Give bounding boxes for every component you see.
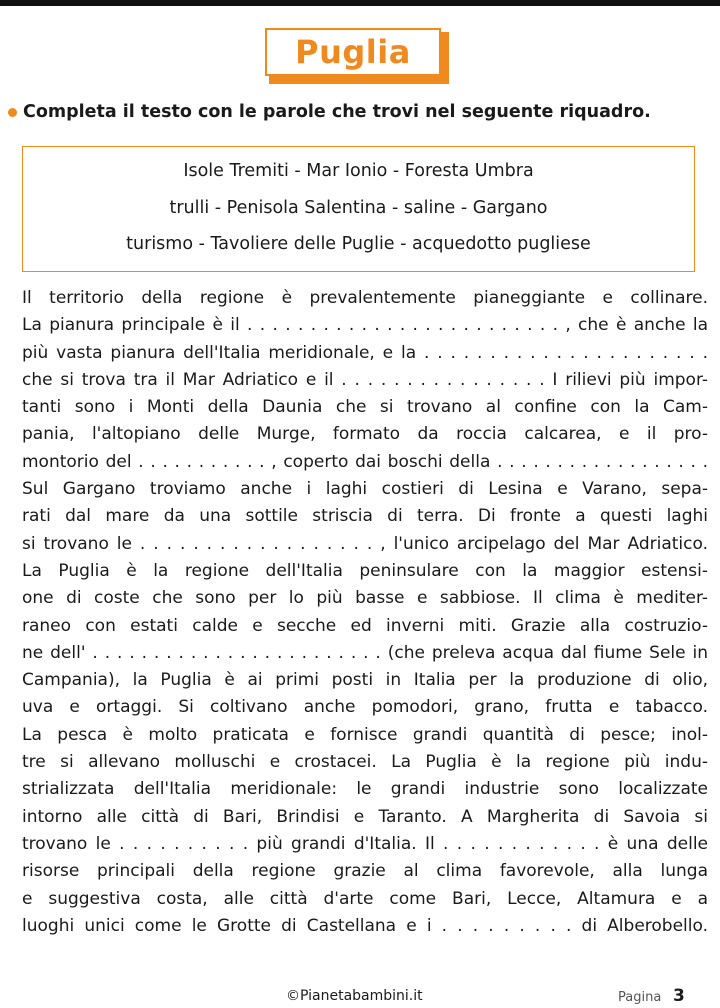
- text-line-17: La pesca è molto praticata e fornisce grandi quantità di pesce; inol-: [22, 724, 708, 745]
- text-line-9: rati dal mare da una sottile striscia di terra. Di fronte a questi laghi: [22, 506, 708, 527]
- top-border: [0, 0, 720, 6]
- page-footer: [0, 986, 720, 1008]
- title-box: [265, 28, 441, 76]
- text-line-13: raneo con estati calde e secche ed inverni miti. Grazie alla costruzio-: [22, 615, 708, 636]
- text-line-18: tre si allevano molluschi e crostacei. La Puglia è la regione più indu-: [22, 752, 708, 773]
- text-line-24: luoghi unici come le Grotte di Castellana e i . . . . . . . . . di Alberobello.: [22, 915, 708, 936]
- word-box-line-3: turismo - Tavoliere delle Puglie - acquedotto pugliese: [126, 234, 591, 254]
- word-box-line-2: trulli - Penisola Salentina - saline - Gargano: [169, 198, 548, 218]
- text-line-19: strializzata dell'Italia meridionale: le grandi industrie sono localizzate: [22, 779, 708, 800]
- text-line-6: pania, l'altopiano delle Murge, formato da roccia calcarea, e il pro-: [22, 424, 708, 445]
- instruction: [8, 102, 708, 122]
- text-line-12: one di coste che sono per lo più basse e sabbiose. Il clima è mediter-: [22, 588, 708, 609]
- copyright-text: ©Pianetabambini.it: [286, 988, 423, 1004]
- text-line-23: e suggestiva costa, alle città d'arte come Bari, Lecce, Altamura e a: [22, 888, 708, 909]
- text-line-3: più vasta pianura dell'Italia meridionale, e la . . . . . . . . . . . . . . . . . . . . . .: [22, 342, 708, 363]
- text-line-10: si trovano le . . . . . . . . . . . . . . . . . . , l'unico arcipelago del Mar Adriatico.: [22, 533, 708, 554]
- text-line-14: ne dell' . . . . . . . . . . . . . . . . . . . . . . . . (che preleva acqua dal fiume Sele in: [22, 642, 708, 663]
- text-line-22: risorse principali della regione grazie al clima favorevole, alla lunga: [22, 861, 708, 882]
- page-label: Pagina: [618, 990, 662, 1005]
- instruction-text: Completa il testo con le parole che trovi nel seguente riquadro.: [23, 102, 651, 122]
- title-block: [265, 28, 449, 84]
- text-line-4: che si trova tra il Mar Adriatico e il . . . . . . . . . . . . . . . . I rilievi più impor-: [22, 369, 708, 390]
- word-box: [22, 146, 695, 272]
- page-title: Puglia: [295, 33, 411, 71]
- text-line-2: La pianura principale è il . . . . . . . . . . . . . . . . . . . . . . . . . , che è anche la: [22, 315, 708, 336]
- text-line-11: La Puglia è la regione dell'Italia peninsulare con la maggior estensi-: [22, 560, 708, 581]
- exercise-text: [22, 285, 708, 940]
- text-line-20: intorno alle città di Bari, Brindisi e Taranto. A Margherita di Savoia si: [22, 806, 708, 827]
- bullet-icon: [8, 108, 17, 117]
- page-number: 3: [673, 986, 685, 1006]
- text-line-8: Sul Gargano troviamo anche i laghi costieri di Lesina e Varano, sepa-: [22, 479, 708, 500]
- text-line-5: tanti sono i Monti della Daunia che si trovano al confine con la Cam-: [22, 397, 708, 418]
- text-line-21: trovano le . . . . . . . . . . più grandi d'Italia. Il . . . . . . . . . . . . è una delle: [22, 833, 708, 854]
- text-line-16: uva e ortaggi. Si coltivano anche pomodori, grano, frutta e tabacco.: [22, 697, 708, 718]
- word-box-line-1: Isole Tremiti - Mar Ionio - Foresta Umbra: [183, 161, 534, 181]
- text-line-15: Campania), la Puglia è ai primi posti in Italia per la produzione di olio,: [22, 670, 708, 691]
- text-line-7: montorio del . . . . . . . . . . . , coperto dai boschi della . . . . . . . . . . . . . . . . . .: [22, 451, 708, 472]
- text-line-1: Il territorio della regione è prevalentemente pianeggiante e collinare.: [22, 288, 708, 308]
